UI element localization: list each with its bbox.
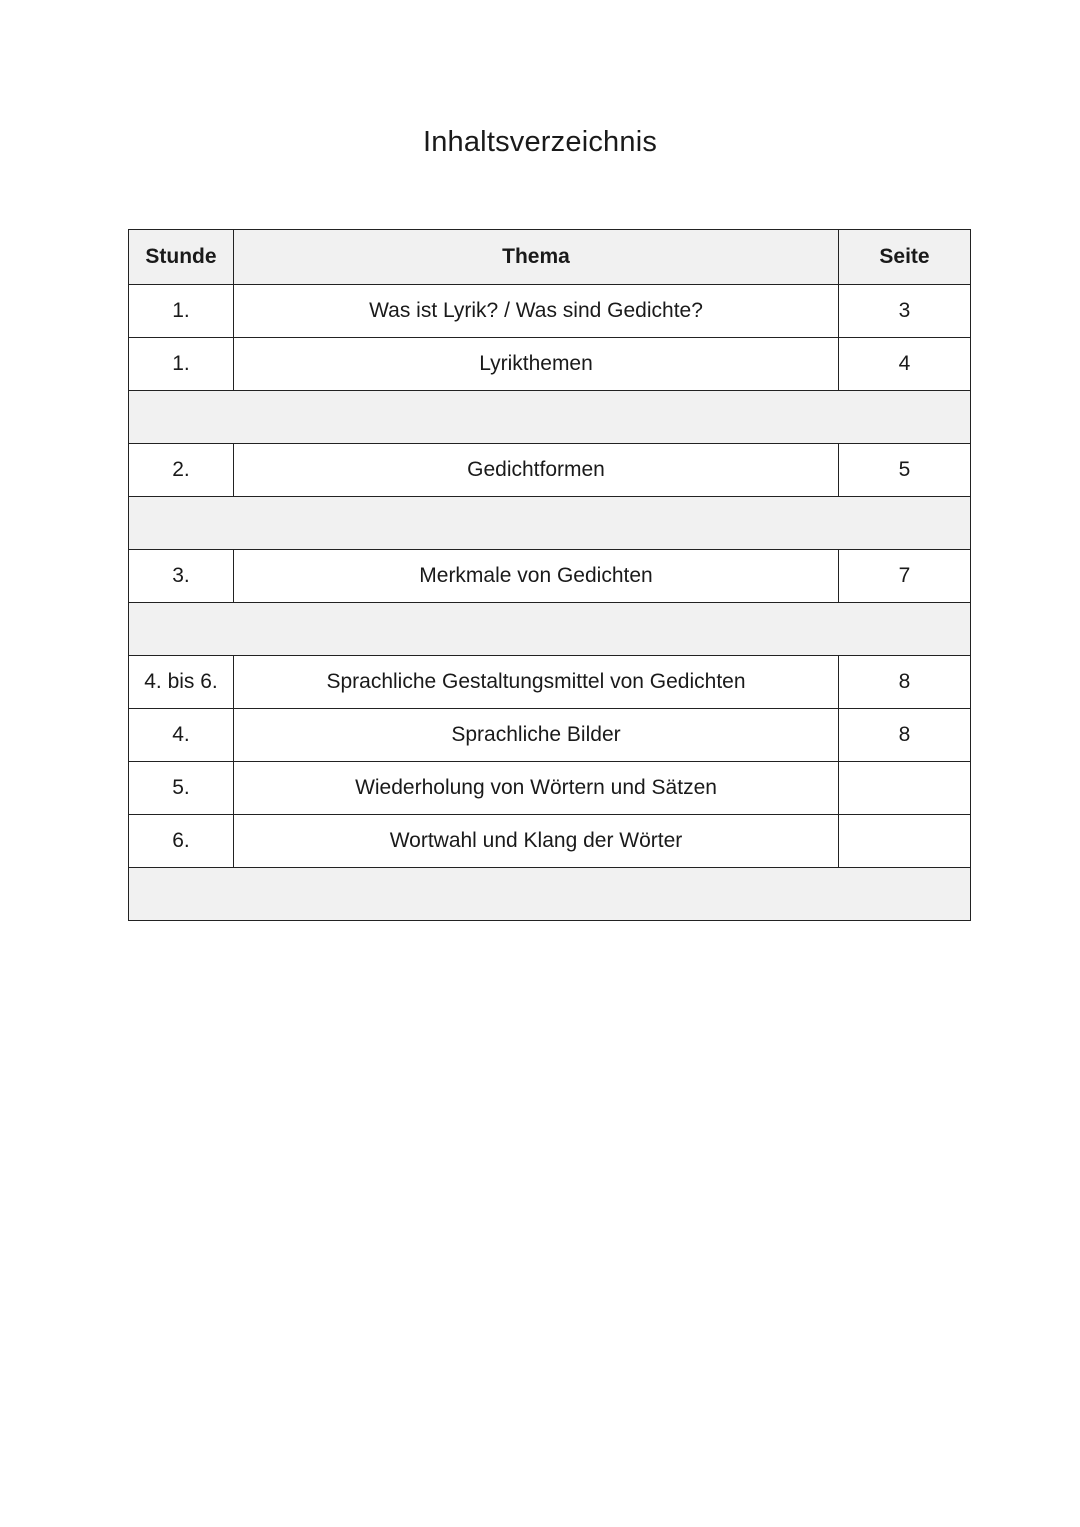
seite-cell: 7 [839,550,971,603]
spacer-row [129,868,971,921]
table-row [129,338,971,391]
seite-cell [839,762,971,815]
header-seite: Seite [839,230,971,285]
thema-cell: Sprachliche Gestaltungsmittel von Gedichten [234,656,839,709]
header-thema: Thema [234,230,839,285]
stunde-cell: 1. [129,338,234,391]
seite-cell: 5 [839,444,971,497]
table-header-row [129,230,971,285]
spacer-row [129,497,971,550]
stunde-cell: 3. [129,550,234,603]
thema-cell: Lyrikthemen [234,338,839,391]
seite-cell [839,815,971,868]
stunde-cell: 4. [129,709,234,762]
thema-cell: Sprachliche Bilder [234,709,839,762]
stunde-cell: 4. bis 6. [129,656,234,709]
stunde-cell: 1. [129,285,234,338]
table-row [129,444,971,497]
seite-cell: 8 [839,709,971,762]
table-row [129,285,971,338]
thema-cell: Wiederholung von Wörtern und Sätzen [234,762,839,815]
spacer-cell [129,391,971,444]
stunde-cell: 6. [129,815,234,868]
seite-cell: 3 [839,285,971,338]
table-row [129,709,971,762]
spacer-cell [129,497,971,550]
spacer-cell [129,868,971,921]
stunde-cell: 5. [129,762,234,815]
table-of-contents [128,229,971,921]
seite-cell: 4 [839,338,971,391]
thema-cell: Was ist Lyrik? / Was sind Gedichte? [234,285,839,338]
spacer-row [129,603,971,656]
table-row [129,656,971,709]
table-body [129,285,971,921]
header-stunde: Stunde [129,230,234,285]
thema-cell: Wortwahl und Klang der Wörter [234,815,839,868]
table-row [129,550,971,603]
table-row [129,815,971,868]
spacer-cell [129,603,971,656]
stunde-cell: 2. [129,444,234,497]
thema-cell: Merkmale von Gedichten [234,550,839,603]
table-row [129,762,971,815]
seite-cell: 8 [839,656,971,709]
spacer-row [129,391,971,444]
page-title: Inhaltsverzeichnis [422,126,658,158]
thema-cell: Gedichtformen [234,444,839,497]
